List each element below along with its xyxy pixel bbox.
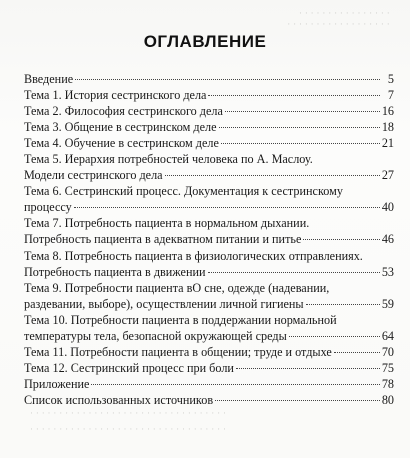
- toc-page-number: 75: [381, 360, 394, 375]
- toc-entry[interactable]: [24, 183, 394, 215]
- dot-leader: [221, 143, 380, 144]
- toc-entry[interactable]: [24, 248, 394, 280]
- toc-entry[interactable]: [24, 392, 394, 408]
- dot-leader: [208, 272, 380, 273]
- toc-entry-line: [24, 344, 394, 360]
- toc-entry[interactable]: [24, 135, 394, 151]
- toc-entry-line: [24, 167, 394, 183]
- table-of-contents: [24, 71, 394, 408]
- toc-page-number: 46: [381, 232, 394, 247]
- page-title: ОГЛАВЛЕНИЕ: [143, 32, 267, 51]
- toc-entry-line: [24, 103, 394, 119]
- toc-entry-line: [24, 119, 394, 135]
- toc-entry-line: [24, 231, 394, 247]
- dot-leader: [91, 384, 379, 385]
- toc-entry-text: Тема 8. Потребность пациента в физиологических отправлениях.: [24, 248, 363, 263]
- dot-leader: [303, 239, 379, 240]
- toc-entry[interactable]: [24, 87, 394, 103]
- toc-entry[interactable]: [24, 103, 394, 119]
- toc-page-number: 27: [381, 168, 394, 183]
- dot-leader: [208, 95, 380, 96]
- toc-page-number: 5: [387, 72, 394, 86]
- toc-entry[interactable]: [24, 119, 394, 135]
- bleed-through-text: · · · · · · · · · · · · · · · · · · · · · · · · · · · · · · · · · ·: [30, 408, 227, 418]
- toc-entry-text: Введение: [24, 72, 74, 86]
- toc-entry[interactable]: [24, 312, 394, 344]
- toc-page-number: 16: [381, 104, 394, 119]
- toc-page-number: 70: [381, 344, 394, 359]
- toc-entry[interactable]: [24, 376, 394, 392]
- toc-entry-line: [24, 71, 394, 87]
- toc-entry-text: Тема 12. Сестринский процесс при боли: [24, 360, 234, 375]
- toc-entry-text: Тема 4. Обучение в сестринском деле: [24, 136, 219, 151]
- toc-entry-line: [24, 264, 394, 280]
- toc-entry-text: Тема 10. Потребности пациента в поддержании нормальной: [24, 312, 337, 327]
- toc-entry-line: [24, 376, 394, 392]
- toc-entry-text: Модели сестринского дела: [24, 168, 163, 183]
- dot-leader: [75, 79, 380, 80]
- dot-leader: [236, 368, 380, 369]
- toc-page-number: 64: [381, 328, 394, 343]
- toc-page-number: 7: [387, 88, 394, 103]
- bleed-through-text: · · · · · · · · · · · · · · · · · · · · · · · · · · · · · · · · · ·: [30, 424, 227, 434]
- toc-entry-line: [24, 135, 394, 151]
- toc-entry-line: [24, 296, 394, 312]
- dot-leader: [219, 127, 380, 128]
- toc-entry-text: Тема 11. Потребности пациента в общении; труде и отдыхе: [24, 344, 332, 359]
- dot-leader: [165, 175, 380, 176]
- toc-entry-line: [24, 199, 394, 215]
- toc-page-number: 59: [381, 296, 394, 311]
- toc-entry[interactable]: [24, 151, 394, 183]
- toc-entry-line: [24, 360, 394, 376]
- toc-entry-text: Потребность пациента в адекватном питании и питье: [24, 232, 302, 247]
- toc-entry-text: Тема 6. Сестринский процесс. Документация к сестринскому: [24, 184, 343, 199]
- toc-entry-text: Тема 9. Потребности пациента вО сне, одежде (надевании,: [24, 280, 330, 295]
- toc-entry-text: Тема 2. Философия сестринского дела: [24, 104, 223, 119]
- toc-page-number: 78: [381, 376, 394, 391]
- toc-entry-line: [24, 392, 394, 408]
- dot-leader: [225, 111, 380, 112]
- toc-page-number: 21: [381, 136, 394, 151]
- toc-entry-line: [24, 87, 394, 103]
- toc-entry-text: Тема 1. История сестринского дела: [24, 88, 207, 103]
- toc-entry-text: Приложение: [24, 376, 90, 391]
- toc-entry[interactable]: [24, 344, 394, 360]
- dot-leader: [215, 400, 380, 401]
- toc-entry-text: Тема 5. Иерархия потребностей человека по А. Маслоу.: [24, 152, 313, 167]
- toc-page-number: 40: [381, 200, 394, 215]
- toc-entry[interactable]: [24, 360, 394, 376]
- toc-page-number: 18: [381, 120, 394, 135]
- toc-entry-text: раздевании, выборе), осуществлении личной гигиены: [24, 296, 304, 311]
- toc-page-number: 80: [381, 392, 394, 407]
- toc-entry-text: температуры тела, безопасной окружающей среды: [24, 328, 287, 343]
- bleed-through-text: · · · · · · · · · · · · · · · · · ·: [287, 19, 390, 29]
- toc-entry-line: [24, 328, 394, 344]
- dot-leader: [289, 336, 380, 337]
- dot-leader: [334, 352, 380, 353]
- toc-entry-text: Тема 7. Потребность пациента в нормальном дыхании.: [24, 216, 310, 231]
- toc-entry-text: Тема 3. Общение в сестринском деле: [24, 120, 217, 135]
- toc-entry-text: Потребность пациента в движении: [24, 264, 206, 279]
- toc-entry[interactable]: [24, 280, 394, 312]
- toc-entry-text: процессу: [24, 200, 72, 215]
- toc-entry[interactable]: [24, 71, 394, 87]
- dot-leader: [306, 304, 380, 305]
- toc-entry-text: Список использованных источников: [24, 392, 214, 407]
- toc-page-number: 53: [381, 264, 394, 279]
- bleed-through-text: · · · · · · · · · · · · · · · ·: [298, 8, 390, 18]
- toc-entry[interactable]: [24, 215, 394, 247]
- dot-leader: [74, 207, 380, 208]
